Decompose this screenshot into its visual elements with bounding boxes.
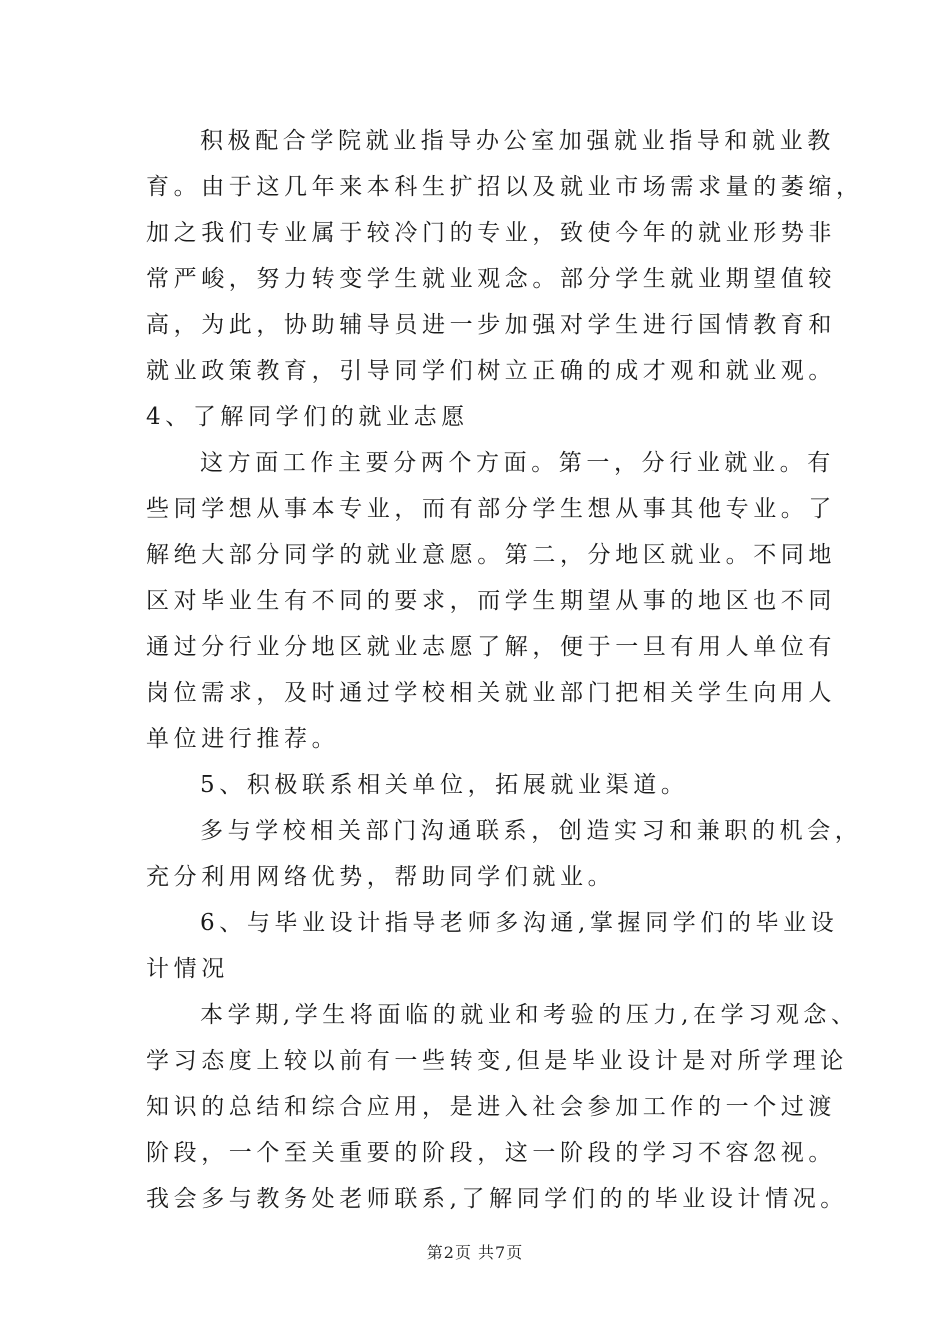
page-number-footer: 第2页 共7页 <box>426 1243 524 1262</box>
text-line: 解绝大部分同学的就业意愿。第二，分地区就业。不同地 <box>146 542 836 568</box>
text-line: 充分利用网络优势，帮助同学们就业。 <box>146 864 616 890</box>
section-heading: 4、了解同学们的就业志愿 <box>146 404 469 430</box>
text-line: 育。由于这几年来本科生扩招以及就业市场需求量的萎缩， <box>146 174 864 200</box>
text-line: 这方面工作主要分两个方面。第一，分行业就业。有 <box>200 450 835 476</box>
text-line: 积极配合学院就业指导办公室加强就业指导和就业教 <box>200 128 835 154</box>
section-heading: 6、与毕业设计指导老师多沟通,掌握同学们的毕业设 <box>200 910 839 936</box>
text-line: 通过分行业分地区就业志愿了解，便于一旦有用人单位有 <box>146 634 836 660</box>
text-line: 单位进行推荐。 <box>146 726 340 752</box>
text-line: 些同学想从事本专业，而有部分学生想从事其他专业。了 <box>146 496 836 522</box>
text-line: 常严峻，努力转变学生就业观念。部分学生就业期望值较 <box>146 266 836 292</box>
text-line: 就业政策教育，引导同学们树立正确的成才观和就业观。 <box>146 358 836 384</box>
text-line: 多与学校相关部门沟通联系，创造实习和兼职的机会， <box>200 818 863 844</box>
text-line: 阶段，一个至关重要的阶段，这一阶段的学习不容忽视。 <box>146 1140 836 1166</box>
text-line: 高，为此，协助辅导员进一步加强对学生进行国情教育和 <box>146 312 836 338</box>
text-line: 学习态度上较以前有一些转变,但是毕业设计是对所学理论 <box>146 1048 848 1074</box>
text-line: 我会多与教务处老师联系,了解同学们的的毕业设计情况。 <box>146 1186 848 1212</box>
text-line: 知识的总结和综合应用，是进入社会参加工作的一个过渡 <box>146 1094 836 1120</box>
section-heading-continued: 计情况 <box>146 956 229 982</box>
text-line: 区对毕业生有不同的要求，而学生期望从事的地区也不同 <box>146 588 836 614</box>
text-line: 本学期,学生将面临的就业和考验的压力,在学习观念、 <box>200 1002 859 1028</box>
text-line: 岗位需求，及时通过学校相关就业部门把相关学生向用人 <box>146 680 836 706</box>
section-heading: 5、积极联系相关单位，拓展就业渠道。 <box>200 772 689 798</box>
text-line: 加之我们专业属于较冷门的专业，致使今年的就业形势非 <box>146 220 836 246</box>
